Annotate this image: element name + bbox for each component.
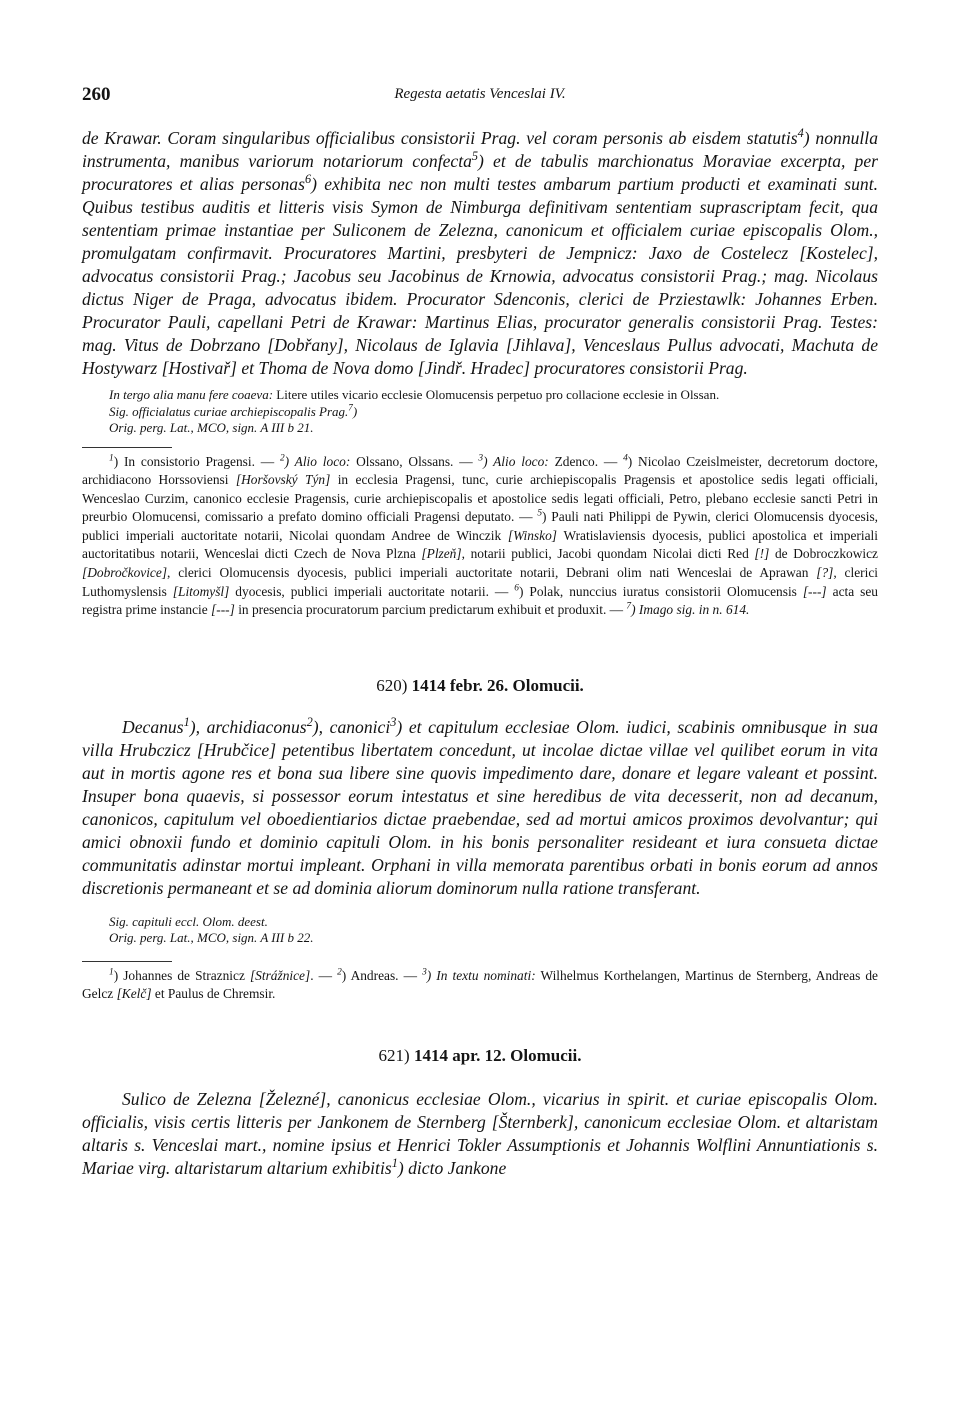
- footnote-divider: [82, 447, 172, 448]
- footnotes-619: $^1$) In consistorio Pragensi. — $^2$) Alio loco: Olssano, Olssans. — $^3$) Alio loco: Zdenco. — $^4$) Nicolao Czeislmeister, decretorum doctore, archidiacono Horssoviensi [Horšovský Týn] in ecclesia Pragensi, tunc, curie archiepiscopalis Pragensis et apostolice sedis legati officiali, Wenceslao Curzim, canonico ecclesie Pragensis, curie archiepiscopalis et apostolice sedis legati officiali, Petro, plebano ecclesie sancti Petri in preurbio Olomucensi, comissario a prefato domino officiali Pragensi deputato. — $^5$) Pauli nati Philippi de Pywin, clerici Olomucensis dyocesis, publici imperiali auctoritate notarii, Nicolai quondam Andree de Winczik [Winsko] Wratislaviensis dyocesis, publici apostolica et imperiali auctoritatibus notarii, Wenceslai dicti Czech de Nova Plzna [Plzeň], notarii publici, Jacobi quondam Nicolai dicti Red [!] de Dobroczkowicz [Dobročkovice], clerici Olomucensis dyocesis, publici imperiali auctoritate notarii, Debrani olim nati Wenceslai de Aprawan [?], clerici Luthomyslensis [Litomyšl] dyocesis, publici imperiali auctoritate notarii. — $^6$) Polak, nunccius iuratus consistorii Olomucensis [---] acta seu registra prime instancie [---] in presencia procuratorum parcium predictarum exhibuit et produxit. — $^7$) Imago sig. in n. 614.: [82, 453, 879, 618]
- entry-621-heading: [82, 1046, 878, 1066]
- regest-620-text: Decanus$^1$), archidiaconus$^2$), canonici$^3$) et capitulum ecclesiae Olom. iudici, scabinis omnibusque in sua villa Hrubczicz [Hrubčice] petentibus libertatem concedunt, ut incolae dictae villae vel quilibet eorum in vita aut in mortis agone res et bona sua libere sine quovis impedimento dare, donare et legare valeant et possint. Insuper bona quaevis, si possessor eorum intestatus et sine heredibus de vita decesserit, non ad decanum, canonicos, capitulum vel oboedientiarios dictae praebendae, sed ad mortui amicos proximos devolvantur; qui amici obnoxii fundo et dominio capituli Olom. in his bonis personaliter resideant et iura consueta dictae communitatis adinstar mortui impleant. Orphani in villa memorata parentibus orbati in bonis eorum ad annos discretionis permaneant et se ad dominia aliorum dominorum nulla ratione transferant.: [82, 714, 879, 898]
- regest-619-continuation: de Krawar. Coram singularibus officialibus consistorii Prag. vel coram personis ab eisdem statutis$^4$) nonnulla instrumenta, manibus variorum notariorum confecta$^5$) et de tabulis marchionatus Moraviae excerpta, per procuratores et alias personas$^6$) exhibita nec non multi testes ambarum partium producti et examinati sunt. Quibus testibus auditis et litteris visis Symon de Nimburga definitivam sententiam suprascriptam fecit, qua sententiam primae instantiae per Suliconem de Zelezna, canonicum et officialem curiae episcopalis Olom., promulgatam confirmavit. Procuratores Martini, presbyteri de Jempnicz: Jaxo de Costelecz [Kostelec], advocatus consistorii Prag.; Jacobus seu Jacobinus de Krnowia, advocatus consistorii Prag.; mag. Nicolaus dictus Niger de Praga, advocatus ibidem. Procurator Sdenconis, clerici de Prziestawlk: Johannes Erben. Procurator Pauli, capellani Petri de Krawar: Martinus Elias, procurator generalis consistorii Prag. Testes: mag. Vitus de Dobrzano [Dobřany], Nicolaus de Iglavia [Jihlava], Venceslaus Pullus advocati, Machuta de Hostywarz [Hostivař] et Thoma de Nova domo [Jindř. Hradec] procuratores consistorii Prag.: [82, 126, 879, 378]
- footnote-divider-620: [82, 961, 172, 962]
- entry-620-number: 620): [376, 675, 408, 695]
- footnotes-620: $^1$) Johannes de Straznicz [Strážnice]. — $^2$) Andreas. — $^3$) In textu nominati: Wilhelmus Korthelangen, Martinus de Sternberg, Andreas de Gelcz [Kelč] et Paulus de Chremsir.: [82, 967, 878, 1002]
- regest-621-text: Sulico de Zelezna [Železné], canonicus ecclesiae Olom., vicarius in spirit. et curiae episcopalis Olom. officialis, visis certis litteris per Jankonem de Sternberg [Šternberk], canonicum ecclesiae Olom. et altaristam altaris s. Venceslai mart., nomine ipsius et Henrici Tokler Assumptionis et Johannis Wolflini Annuntiationis s. Mariae virg. altaristarum altarium exhibitis$^1$) dicto Jankone: [82, 1089, 878, 1179]
- original-note: Orig. perg. Lat., MCO, sign. A III b 21.: [109, 420, 314, 435]
- tergo-note: In tergo alia manu fere coaeva: Litere utiles vicario ecclesie Olomucensis perpetuo pro collacione ecclesie in Olssan.: [109, 387, 720, 402]
- entry-620-date: 1414 febr. 26. Olomucii.: [411, 675, 584, 695]
- document-page: [82, 84, 878, 1180]
- entry-621-date: 1414 apr. 12. Olomucii.: [413, 1046, 582, 1066]
- archival-notes-619: [82, 387, 878, 437]
- entry-620-heading: [82, 676, 878, 696]
- archival-notes-620: [82, 914, 878, 947]
- original-note-620: Orig. perg. Lat., MCO, sign. A III b 22.: [109, 930, 314, 946]
- seal-note-620: Sig. capituli eccl. Olom. deest.: [109, 913, 268, 929]
- running-head: [82, 84, 878, 110]
- seal-note: Sig. officialatus curiae archiepiscopalis Prag.$^7$): [109, 402, 358, 419]
- page-number: 260: [82, 84, 111, 105]
- entry-621-number: 621): [378, 1046, 410, 1066]
- journal-title: Regesta aetatis Venceslai IV.: [394, 86, 566, 102]
